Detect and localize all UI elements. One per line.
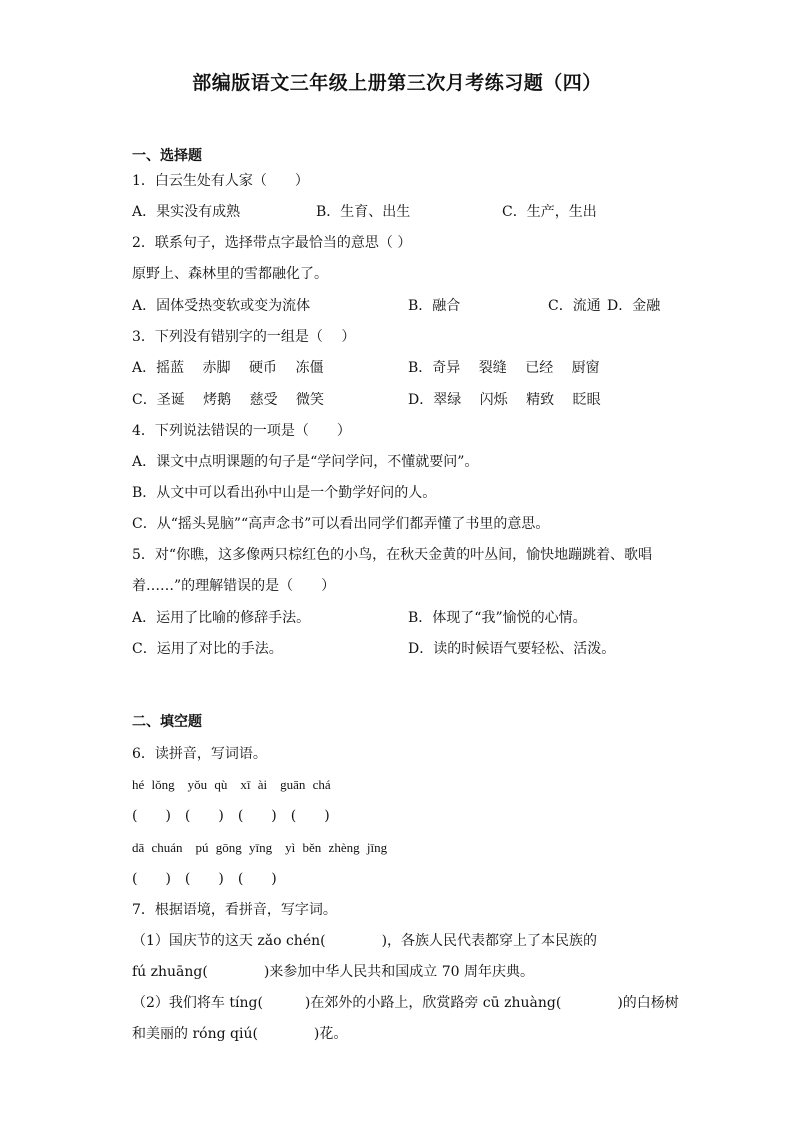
q3-option-c: C．圣诞 烤鹅 慈受 微笑 <box>132 392 325 408</box>
q2-option-a: A．固体受热变软或变为流体 <box>132 298 311 314</box>
q3-option-b: B．奇异 裂缝 已经 厨窗 <box>408 360 600 376</box>
q6-pinyin-row-2: dā chuán pú gōng yīng yì běn zhèng jīng <box>132 840 388 855</box>
q2-option-d: D．金融 <box>607 298 661 314</box>
q2-option-b: B．融合 <box>408 298 461 314</box>
q4-option-b: B．从文中可以看出孙中山是一个勤学好问的人。 <box>132 485 437 501</box>
q6-blank-row-2: ( ) ( ) ( ) <box>132 871 277 887</box>
question-4-stem: 4．下列说法错误的一项是（ ） <box>132 423 351 439</box>
q1-option-a: A．果实没有成熟 <box>132 204 241 220</box>
question-1-stem: 1．白云生处有人家（ ） <box>132 173 309 189</box>
question-2-sentence: 原野上、森林里的雪都融化了。 <box>132 266 328 282</box>
q6-blank-row-1: ( ) ( ) ( ) ( ) <box>132 808 330 824</box>
q4-option-a: A．课文中点明课题的句子是“学问学问，不懂就要问”。 <box>132 454 479 470</box>
q3-option-d: D．翠绿 闪烁 精致 眨眼 <box>408 392 601 408</box>
q4-option-c: C．从“摇头晃脑”“高声念书”可以看出同学们都弄懂了书里的意思。 <box>132 516 550 532</box>
q5-option-a: A．运用了比喻的修辞手法。 <box>132 610 311 626</box>
q7-line-1: （1）国庆节的这天 zǎo chén( )，各族人民代表都穿上了本民族的 <box>132 933 598 949</box>
q7-line-3: （2）我们将车 tíng( )在郊外的小路上，欣赏路旁 cū zhuàng( )的白杨树 <box>132 995 679 1011</box>
q5-option-b: B．体现了“我”愉悦的心情。 <box>408 610 587 626</box>
q2-option-c: C．流通 <box>548 298 601 314</box>
q6-pinyin-row-1: hé lǒng yǒu qù xī ài guān chá <box>132 777 331 792</box>
q5-option-c: C．运用了对比的手法。 <box>132 641 283 657</box>
q1-option-c: C．生产，生出 <box>502 204 597 220</box>
q5-option-d: D．读的时候语气要轻松、活泼。 <box>408 641 616 657</box>
q1-option-b: B．生育、出生 <box>316 204 411 220</box>
question-6-stem: 6．读拼音，写词语。 <box>132 746 267 762</box>
question-3-stem: 3．下列没有错别字的一组是（ ） <box>132 329 356 345</box>
page-title: 部编版语文三年级上册第三次月考练习题（四） <box>192 72 602 94</box>
q7-line-2: fú zhuāng( )来参加中华人民共和国成立 70 周年庆典。 <box>132 964 535 980</box>
section-heading-choice: 一、选择题 <box>132 148 202 164</box>
section-heading-fill-blank: 二、填空题 <box>132 714 202 730</box>
question-2-stem: 2．联系句子，选择带点字最恰当的意思（ ） <box>132 235 412 251</box>
question-7-stem: 7．根据语境，看拼音，写字词。 <box>132 902 337 918</box>
question-5-stem-line-2: 着……”的理解错误的是（ ） <box>132 578 336 594</box>
question-5-stem-line-1: 5．对“你瞧，这多像两只棕红色的小鸟，在秋天金黄的叶丛间，愉快地蹦跳着、歌唱 <box>132 547 653 563</box>
q3-option-a: A．摇蓝 赤脚 硬币 冻僵 <box>132 360 324 376</box>
q7-line-4: 和美丽的 róng qiú( )花。 <box>132 1026 348 1042</box>
